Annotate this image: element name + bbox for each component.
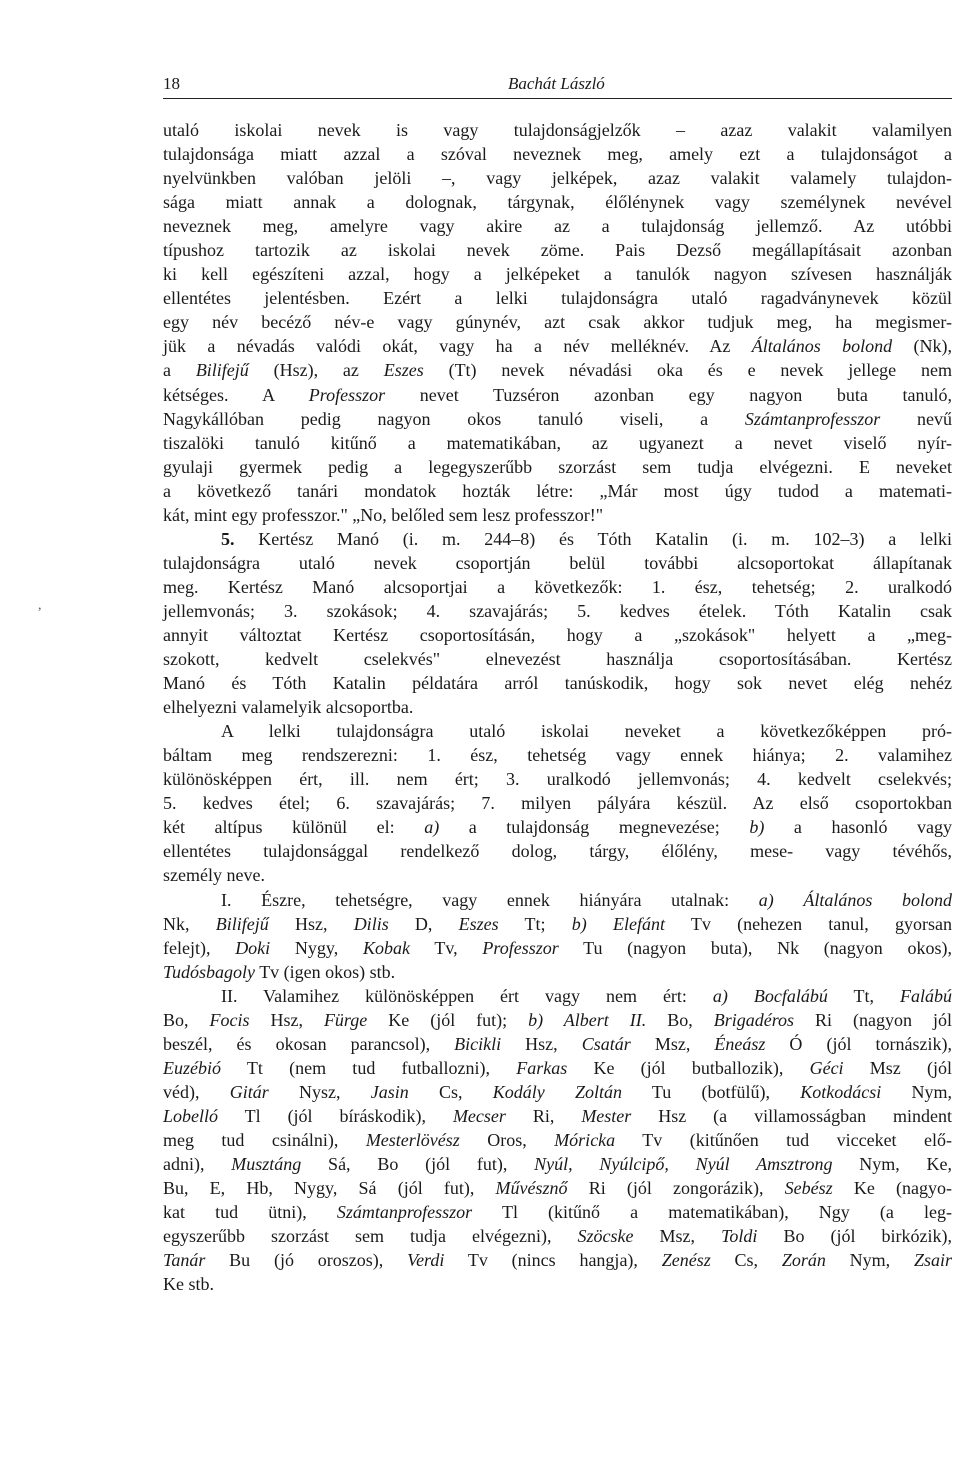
text-line: beszél, és okosan parancsol), Bicikli Hsz, Csatár Msz, Éneász Ó (jól tornászik), <box>163 1033 953 1054</box>
text-line: különösképpen ért, ill. nem ért; 3. uralkodó jellemvonás; 4. kedvelt cselekvés; <box>163 769 952 790</box>
text-line: Bu, E, Hb, Nygy, Sá (jól fut), Művésznő Ri (jól zongorázik), Sebész Ke (nagyo- <box>163 1178 952 1199</box>
text-line: Nk, Bilifejű Hsz, Dilis D, Eszes Tt; b) Elefánt Tv (nehezen tanul, gyorsan <box>163 913 953 934</box>
text-line: jük a névadás valódi okát, vagy ha a név melléknév. Az Általános bolond (Nk), <box>163 336 952 357</box>
margin-mark: , <box>38 598 42 613</box>
text-line: a következő tanári mondatok hozták létre: „Már most úgy tudod a matemati- <box>163 480 952 501</box>
text-line: II. Valamihez különösképpen ért vagy nem ért: a) Bocfalábú Tt, Falábú <box>221 985 953 1006</box>
text-line: tiszalöki tanuló kitűnő a matematikában, az ugyanezt a nevet viselő nyír- <box>163 432 952 453</box>
text-line: gyulaji gyermek pedig a legegyszerűbb szorzást sem tudja elvégezni. E neveket <box>163 456 952 477</box>
text-line: típushoz tartozik az iskolai nevek zöme. Pais Dezső megállapításait azonban <box>163 240 952 261</box>
body-text <box>163 118 952 1296</box>
text-line: kát, mint egy professzor." „No, belőled sem lesz professzor!" <box>163 504 604 525</box>
text-line: kétséges. A Professzor nevet Tuzséron azonban egy nagyon buta tanuló, <box>163 384 952 405</box>
text-line: Lobelló Tl (jól bíráskodik), Mecser Ri, Mester Hsz (a villamosságban mindent <box>163 1105 953 1126</box>
text-line: nyelvünkben valóban jelöli –, vagy jelképek, azaz valakit valamely tulajdon- <box>163 168 952 189</box>
text-line: a Bilifejű (Hsz), az Eszes (Tt) nevek névadási oka és e nevek jellege nem <box>163 360 952 381</box>
text-line: személy neve. <box>163 865 265 886</box>
text-line: Ke stb. <box>163 1274 214 1295</box>
text-line: A lelki tulajdonságra utaló iskolai neveket a következőképpen pró- <box>221 721 952 742</box>
text-line: meg tud csinálni), Mesterlövész Oros, Móricka Tv (kitűnően tud vicceket elő- <box>163 1129 952 1150</box>
text-line: véd), Gitár Nysz, Jasin Cs, Kodály Zoltán Tu (botfülű), Kotkodácsi Nym, <box>163 1081 953 1102</box>
text-line: szokott, kedvelt cselekvés" elnevezést használja csoportosításában. Kertész <box>163 649 952 670</box>
text-line: ki kell egészíteni azzal, hogy a jelképeket a tanulók nagyon szívesen használják <box>163 264 952 285</box>
text-line: 5. kedves étel; 6. szavajárás; 7. milyen pályára készül. Az első csoportokban <box>163 793 952 814</box>
text-line: jellemvonás; 3. szokások; 4. szavajárás; 5. kedves ételek. Tóth Katalin csak <box>163 600 952 621</box>
text-line: Tudósbagoly Tv (igen okos) stb. <box>163 961 396 982</box>
text-line: Tanár Bu (jó oroszos), Verdi Tv (nincs hangja), Zenész Cs, Zorán Nym, Zsair <box>163 1250 953 1271</box>
text-line: I. Észre, tehetségre, vagy ennek hiányára utalnak: a) Általános bolond <box>221 889 953 910</box>
text-line: meg. Kertész Manó alcsoportjai a következők: 1. ész, tehetség; 2. uralkodó <box>163 576 952 597</box>
text-line: utaló iskolai nevek is vagy tulajdonságjelzők – azaz valakit valamilyen <box>163 120 952 140</box>
text-line: Nagykállóban pedig nagyon okos tanuló viseli, a Számtanprofesszor nevű <box>163 408 952 429</box>
text-line: báltam meg rendszerezni: 1. ész, tehetség vagy ennek hiánya; 2. valamihez <box>163 745 952 766</box>
text-line: felejt), Doki Nygy, Kobak Tv, Professzor Tu (nagyon buta), Nk (nagyon okos), <box>163 937 952 958</box>
text-line: adni), Musztáng Sá, Bo (jól fut), Nyúl, Nyúlcipő, Nyúl Amsztrong Nym, Ke, <box>163 1154 953 1175</box>
text-line: tulajdonsága miatt azzal a szóval neveznek meg, amely ezt a tulajdonságot a <box>163 144 952 165</box>
text-line: tulajdonságra utaló nevek csoportján belül további alcsoportokat állapítanak <box>163 552 952 573</box>
text-line: annyit változtat Kertész csoportosításán, hogy a „szokások" helyett a „meg- <box>163 624 952 645</box>
text-line: Bo, Focis Hsz, Fürge Ke (jól fut); b) Albert II. Bo, Brigadéros Ri (nagyon jól <box>163 1009 952 1030</box>
text-line: két altípus különül el: a) a tulajdonság megnevezése; b) a hasonló vagy <box>163 817 952 838</box>
text-line: elhelyezni valamelyik alcsoportba. <box>163 697 414 718</box>
text-line: ellentétes tulajdonsággal rendelkező dolog, tárgy, élőlény, mese- vagy tévéhős, <box>163 841 952 862</box>
text-line: Euzébió Tt (nem tud futballozni), Farkas Ke (jól butballozik), Géci Msz (jól <box>163 1057 952 1078</box>
text-line: 5. Kertész Manó (i. m. 244–8) és Tóth Katalin (i. m. 102–3) a lelki <box>221 528 952 549</box>
text-line: sága miatt annak a dolognak, tárgynak, élőlénynek vagy személynek nevével <box>163 192 952 213</box>
text-line: Manó és Tóth Katalin példatára arról tanúskodik, hogy sok nevet elég nehéz <box>163 673 952 694</box>
page-number: 18 <box>163 74 180 93</box>
text-line: egyszerűbb szorzást sem tudja elvégezni), Szöcske Msz, Toldi Bo (jól birkózik), <box>163 1226 952 1247</box>
text-line: neveznek meg, amelyre vagy akire az a tulajdonság jellemző. Az utóbbi <box>163 216 952 237</box>
running-head-author: Bachát László <box>508 74 605 93</box>
page-header <box>163 72 952 99</box>
text-line: kat tud ütni), Számtanprofesszor Tl (kitűnő a matematikában), Ngy (a leg- <box>163 1202 952 1223</box>
text-line: egy név becéző név-e vagy gúnynév, azt csak akkor tudjuk meg, ha megismer- <box>163 312 952 333</box>
text-line: ellentétes jelentésben. Ezért a lelki tulajdonságra utaló ragadványnevek közül <box>163 288 952 309</box>
